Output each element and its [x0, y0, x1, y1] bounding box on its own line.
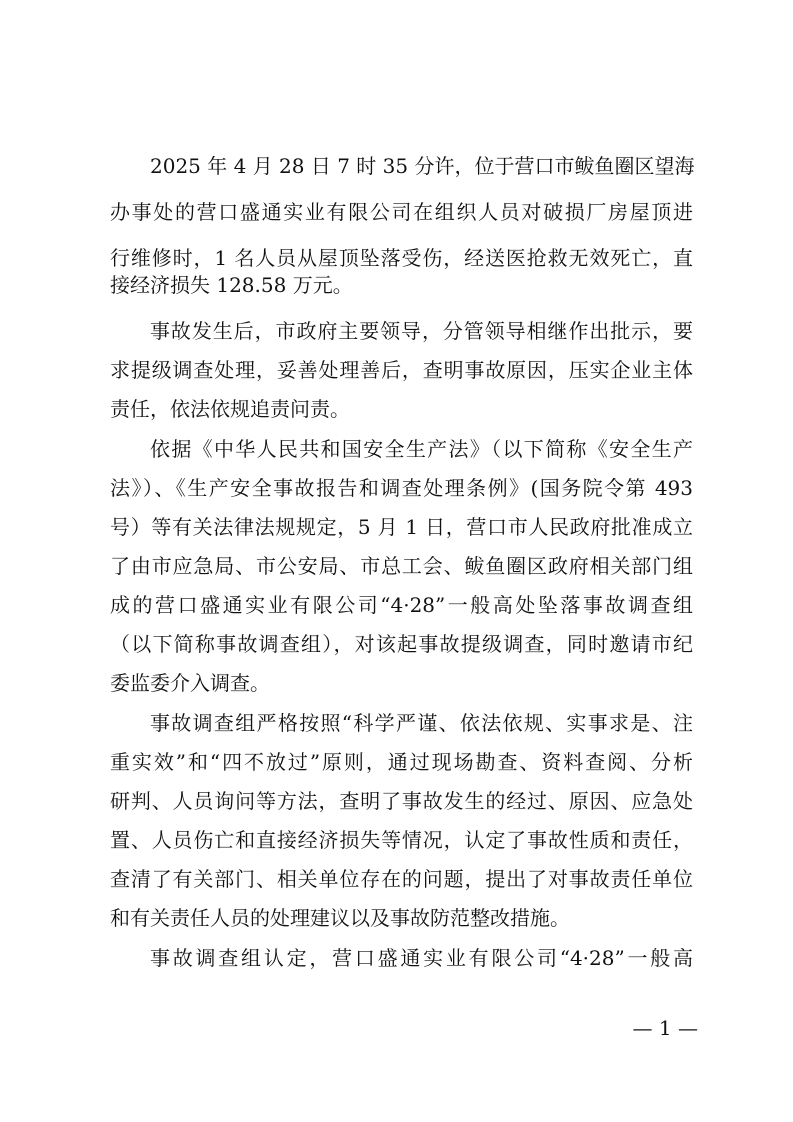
paragraph-3-line-7: 委监委介入调查。	[110, 671, 270, 695]
paragraph-2-line-2: 求提级调查处理，妥善处理善后，查明事故原因，压实企业主体	[110, 358, 693, 382]
paragraph-3-line-5: 成的营口盛通实业有限公司“4·28”一般高处坠落事故调查组	[110, 593, 693, 617]
paragraph-4-line-2: 重实效”和“四不放过”原则，通过现场勘查、资料查阅、分析	[110, 750, 693, 774]
paragraph-3-line-6: （以下简称事故调查组），对该起事故提级调查，同时邀请市纪	[110, 632, 693, 656]
paragraph-5-line-1: 事故调查组认定，营口盛通实业有限公司“4·28”一般高	[150, 946, 693, 970]
page-number: — 1 —	[632, 1016, 698, 1040]
paragraph-1-line-1: 2025 年 4 月 28 日 7 时 35 分许，位于营口市鲅鱼圈区望海	[150, 154, 695, 178]
paragraph-1-line-2: 办事处的营口盛通实业有限公司在组织人员对破损厂房屋顶进	[110, 200, 693, 224]
paragraph-4-line-6: 和有关责任人员的处理建议以及事故防范整改措施。	[110, 906, 570, 930]
paragraph-2-line-3: 责任，依法依规追责问责。	[110, 397, 350, 421]
paragraph-3-line-4: 了由市应急局、市公安局、市总工会、鲅鱼圈区政府相关部门组	[110, 554, 693, 578]
paragraph-1-line-4: 接经济损失 128.58 万元。	[110, 273, 353, 297]
paragraph-2-line-1: 事故发生后，市政府主要领导，分管领导相继作出批示，要	[150, 319, 693, 343]
paragraph-1-line-3: 行维修时，1 名人员从屋顶坠落受伤，经送医抢救无效死亡，直	[110, 246, 693, 270]
paragraph-3-line-2: 法》）、《生产安全事故报告和调查处理条例》(国务院令第 493	[110, 476, 693, 500]
paragraph-4-line-4: 置、人员伤亡和直接经济损失等情况，认定了事故性质和责任，	[110, 828, 693, 852]
paragraph-3-line-3: 号）等有关法律法规规定，5 月 1 日，营口市人民政府批准成立	[110, 515, 693, 539]
paragraph-4-line-5: 查清了有关部门、相关单位存在的问题，提出了对事故责任单位	[110, 867, 693, 891]
paragraph-4-line-3: 研判、人员询问等方法，查明了事故发生的经过、原因、应急处	[110, 789, 693, 813]
paragraph-3-line-1: 依据《中华人民共和国安全生产法》（以下简称《安全生产	[150, 437, 693, 461]
paragraph-4-line-1: 事故调查组严格按照“科学严谨、依法依规、实事求是、注	[150, 711, 693, 735]
